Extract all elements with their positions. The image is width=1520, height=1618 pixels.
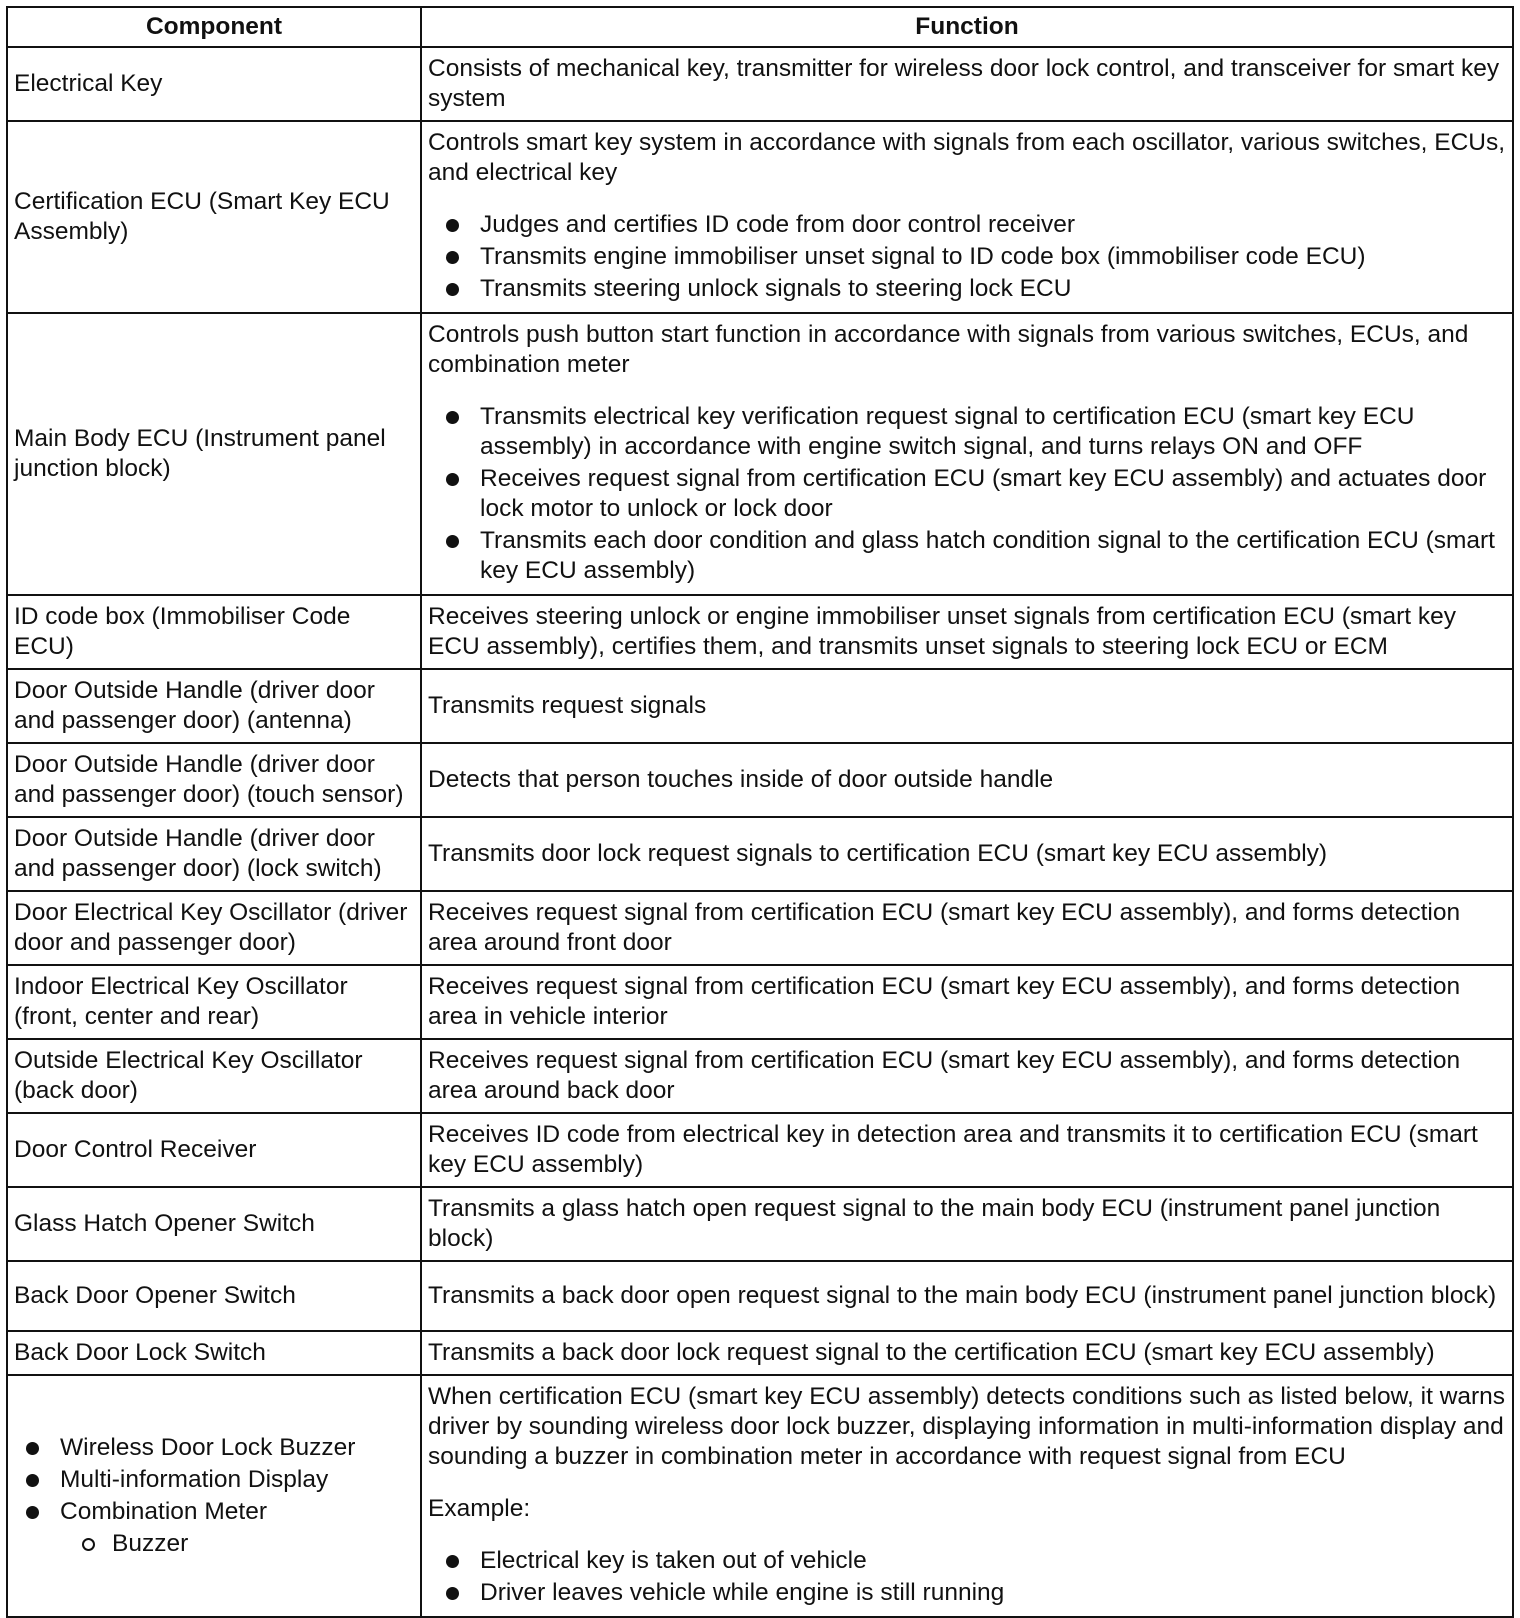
table-row <box>7 595 1513 669</box>
table-row <box>7 743 1513 817</box>
function-cell: Transmits a back door open request signal to the main body ECU (instrument panel junction block) <box>421 1261 1513 1331</box>
component-cell: Door Outside Handle (driver door and passenger door) (antenna) <box>7 669 421 743</box>
component-cell: Door Electrical Key Oscillator (driver door and passenger door) <box>7 891 421 965</box>
bullet-dot-icon <box>446 473 459 486</box>
table-row <box>7 817 1513 891</box>
component-cell: Indoor Electrical Key Oscillator (front, center and rear) <box>7 965 421 1039</box>
bullet-dot-icon <box>446 283 459 296</box>
function-text: Consists of mechanical key, transmitter for wireless door lock control, and transceiver for smart key system <box>428 55 1500 112</box>
bullet-item: Transmits each door condition and glass hatch condition signal to the certification ECU (smart key ECU assembly) <box>444 526 1506 586</box>
bullet-item: Receives request signal from certification ECU (smart key ECU assembly) and actuates door lock motor to unlock or lock door <box>444 464 1506 524</box>
example-label: Example: <box>428 1495 531 1522</box>
bullet-item: Electrical key is taken out of vehicle <box>444 1546 1506 1576</box>
component-header: Component <box>7 7 421 47</box>
bullet-item: Judges and certifies ID code from door control receiver <box>444 210 1506 240</box>
component-cell: Outside Electrical Key Oscillator (back door) <box>7 1039 421 1113</box>
table-row <box>7 1187 1513 1261</box>
component-function-table <box>6 6 1514 1618</box>
bullet-dot-icon <box>446 535 459 548</box>
function-cell: Receives ID code from electrical key in detection area and transmits it to certification ECU (smart key ECU assembly) <box>421 1113 1513 1187</box>
function-cell <box>421 313 1513 595</box>
component-cell: Electrical Key <box>7 47 421 121</box>
bullet-dot-icon <box>446 219 459 232</box>
table-row <box>7 669 1513 743</box>
bullet-item: Combination Meter Buzzer <box>24 1497 414 1559</box>
function-text: Controls push button start function in accordance with signals from various switches, ECUs, and combination meter <box>428 321 1469 378</box>
component-cell: Door Outside Handle (driver door and passenger door) (lock switch) <box>7 817 421 891</box>
bullet-item: Transmits engine immobiliser unset signal to ID code box (immobiliser code ECU) <box>444 242 1506 272</box>
bullet-item: Transmits steering unlock signals to steering lock ECU <box>444 274 1506 304</box>
component-cell: Glass Hatch Opener Switch <box>7 1187 421 1261</box>
component-cell: Door Outside Handle (driver door and passenger door) (touch sensor) <box>7 743 421 817</box>
component-cell: Certification ECU (Smart Key ECU Assembly) <box>7 121 421 313</box>
function-cell: Transmits door lock request signals to certification ECU (smart key ECU assembly) <box>421 817 1513 891</box>
component-cell: ID code box (Immobiliser Code ECU) <box>7 595 421 669</box>
bullet-dot-icon <box>26 1474 39 1487</box>
bullet-dot-icon <box>446 411 459 424</box>
function-cell: Detects that person touches inside of door outside handle <box>421 743 1513 817</box>
component-bullet-list <box>14 1433 414 1559</box>
function-cell: Receives steering unlock or engine immobiliser unset signals from certification ECU (smart key ECU assembly), certifies them, and transmits unset signals to steering lock ECU or ECM <box>421 595 1513 669</box>
function-cell: Receives request signal from certification ECU (smart key ECU assembly), and forms detection area in vehicle interior <box>421 965 1513 1039</box>
table-row <box>7 1261 1513 1331</box>
function-cell: Receives request signal from certification ECU (smart key ECU assembly), and forms detection area around back door <box>421 1039 1513 1113</box>
bullet-dot-icon <box>26 1442 39 1455</box>
table-row <box>7 1331 1513 1375</box>
component-cell: Door Control Receiver <box>7 1113 421 1187</box>
function-text: Controls smart key system in accordance with signals from each oscillator, various switches, ECUs, and electrical key <box>428 129 1506 186</box>
function-cell <box>421 1375 1513 1617</box>
hollow-bullet-icon <box>82 1538 95 1551</box>
function-bullet-list <box>428 1546 1506 1608</box>
bullet-dot-icon <box>26 1506 39 1519</box>
table-row <box>7 1113 1513 1187</box>
function-bullet-list <box>428 402 1506 586</box>
bullet-item: Multi-information Display <box>24 1465 414 1495</box>
bullet-item: Transmits electrical key verification request signal to certification ECU (smart key ECU assembly) in accordance with engine switch signal, and turns relays ON and OFF <box>444 402 1506 462</box>
component-cell: Back Door Opener Switch <box>7 1261 421 1331</box>
table-row <box>7 121 1513 313</box>
function-cell <box>421 47 1513 121</box>
table-row <box>7 313 1513 595</box>
component-cell <box>7 1375 421 1617</box>
table-row <box>7 891 1513 965</box>
bullet-dot-icon <box>446 251 459 264</box>
function-header: Function <box>421 7 1513 47</box>
function-cell: Receives request signal from certification ECU (smart key ECU assembly), and forms detection area around front door <box>421 891 1513 965</box>
sub-bullet-item: Buzzer <box>74 1529 414 1559</box>
table-header-row <box>7 7 1513 47</box>
function-cell <box>421 121 1513 313</box>
component-cell: Back Door Lock Switch <box>7 1331 421 1375</box>
component-cell: Main Body ECU (Instrument panel junction block) <box>7 313 421 595</box>
function-cell: Transmits request signals <box>421 669 1513 743</box>
function-text: When certification ECU (smart key ECU assembly) detects conditions such as listed below, it warns driver by sounding wireless door lock buzzer, displaying information in multi-information display and sounding a buzzer in combination meter in accordance with request signal from ECU <box>428 1383 1506 1470</box>
component-sub-bullet-list <box>60 1529 414 1559</box>
table-row <box>7 47 1513 121</box>
table-row <box>7 965 1513 1039</box>
function-cell: Transmits a glass hatch open request signal to the main body ECU (instrument panel junction block) <box>421 1187 1513 1261</box>
bullet-dot-icon <box>446 1587 459 1600</box>
function-bullet-list <box>428 210 1506 304</box>
table-row <box>7 1375 1513 1617</box>
table-row <box>7 1039 1513 1113</box>
bullet-item: Driver leaves vehicle while engine is still running <box>444 1578 1506 1608</box>
bullet-item: Wireless Door Lock Buzzer <box>24 1433 414 1463</box>
function-cell: Transmits a back door lock request signal to the certification ECU (smart key ECU assembly) <box>421 1331 1513 1375</box>
bullet-dot-icon <box>446 1555 459 1568</box>
